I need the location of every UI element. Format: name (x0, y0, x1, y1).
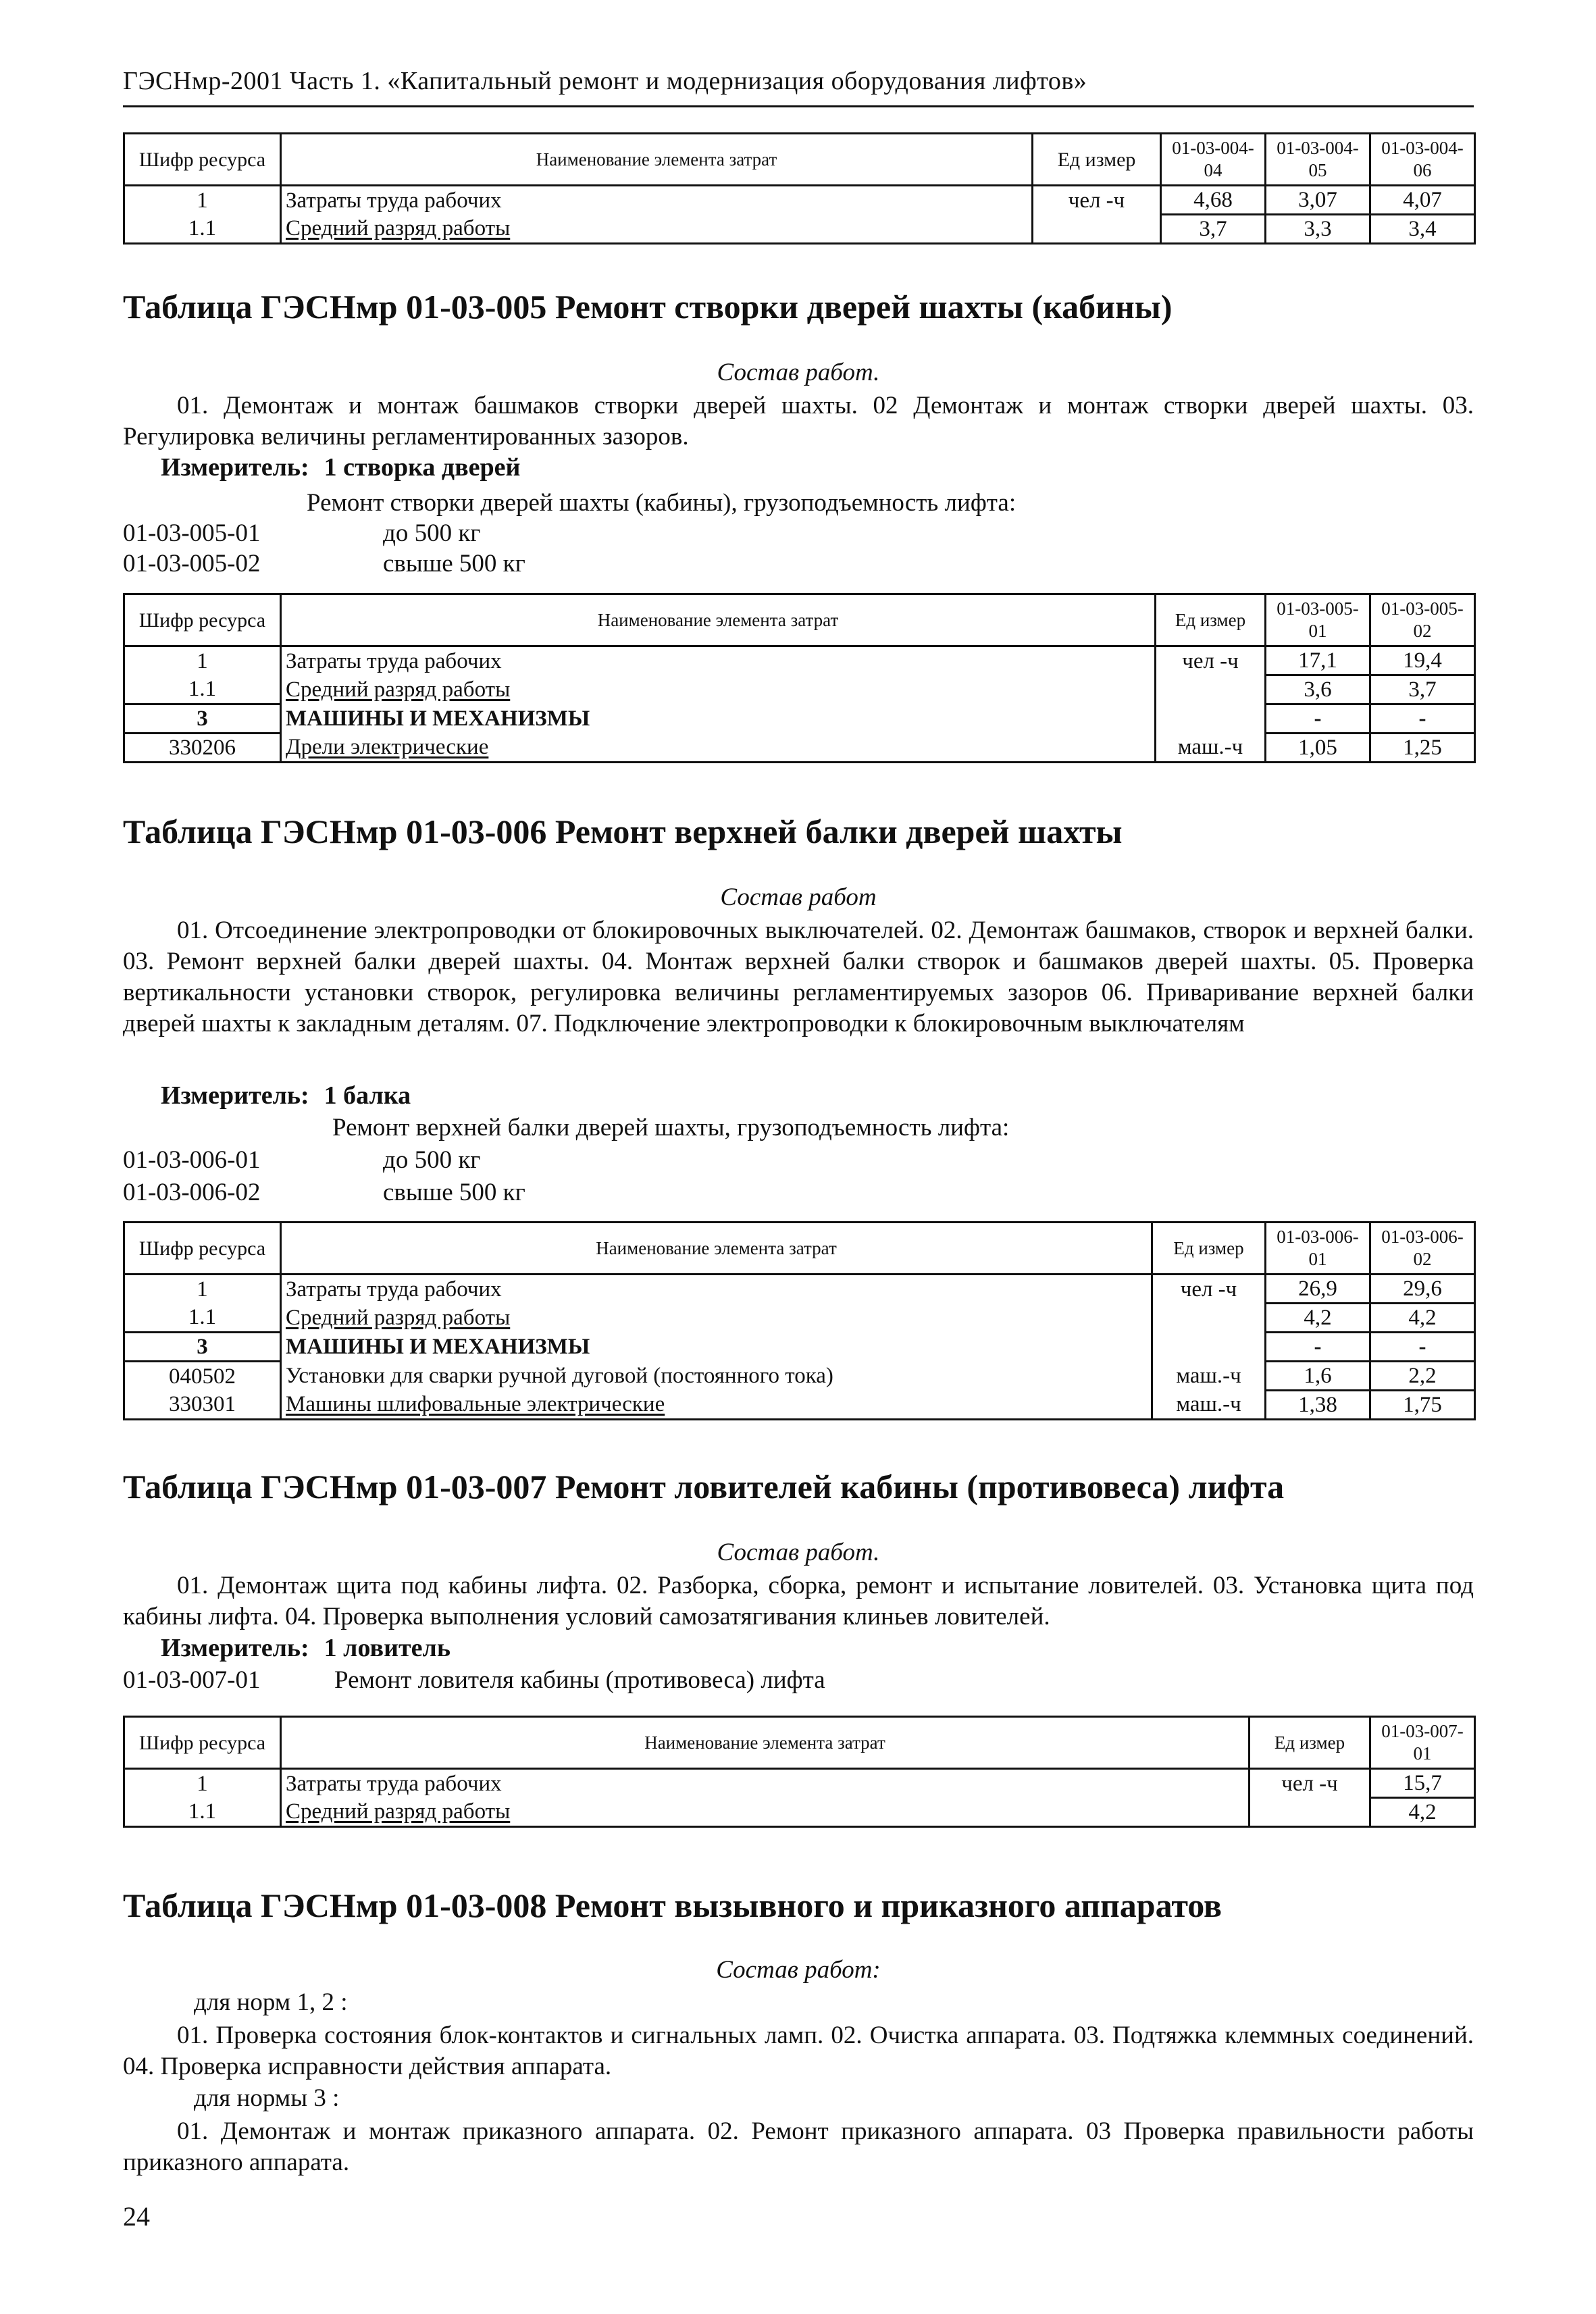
table-row (124, 646, 1475, 675)
measure-line (161, 1633, 451, 1663)
table-005 (123, 593, 1476, 763)
col-code: Шифр ресурса (124, 134, 281, 186)
cell-value: - (1370, 1333, 1475, 1362)
col-unit: Ед измер (1156, 594, 1266, 646)
norm-desc: свыше 500 кг (383, 550, 525, 577)
cell-unit (1156, 675, 1266, 704)
measure-value: 1 ловитель (324, 1634, 451, 1662)
norm-desc: свыше 500 кг (383, 1179, 525, 1206)
composition-text (123, 2116, 1474, 2178)
composition-label: Состав работ: (716, 1956, 881, 1984)
cell-value: 17,1 (1266, 646, 1370, 675)
cell-value: 4,2 (1370, 1304, 1475, 1333)
cell-value: - (1266, 704, 1370, 734)
table-row (124, 675, 1475, 704)
section-title-007: Таблица ГЭСНмр 01-03-007 Ремонт ловителей кабины (противовеса) лифта (123, 1468, 1285, 1506)
col-code: Шифр ресурса (124, 1223, 281, 1275)
cell-value: 4,07 (1370, 186, 1475, 215)
composition-label: Состав работ (720, 883, 877, 911)
table-row (124, 1391, 1475, 1420)
col-norm: 01-03-005-02 (1370, 594, 1475, 646)
cell-name: Затраты труда рабочих (281, 1769, 1250, 1798)
cell-name: Средний разряд работы (286, 1799, 511, 1824)
cell-code: 1.1 (124, 1304, 281, 1333)
cell-unit (1152, 1333, 1266, 1362)
norms-scope: для нормы 3 : (194, 2084, 340, 2112)
cell-code: 3 (124, 1333, 281, 1362)
norms-scope: для норм 1, 2 : (194, 1988, 348, 2016)
composition-text (123, 915, 1474, 1039)
cell-unit (1033, 215, 1161, 244)
cell-name: МАШИНЫ И МЕХАНИЗМЫ (281, 704, 1156, 734)
composition-text-body: 01. Проверка состояния блок-контактов и сигнальных ламп. 02. Очистка аппарата. 03. Подтяжка клеммных соединений. 04. Проверка исправности действия аппарата. (123, 2022, 1474, 2080)
cell-unit (1156, 704, 1266, 734)
cell-name: МАШИНЫ И МЕХАНИЗМЫ (281, 1333, 1152, 1362)
table-row (124, 1275, 1475, 1304)
norm-code: 01-03-006-01 (123, 1146, 261, 1174)
cell-name: Средний разряд работы (286, 1306, 511, 1330)
measure-value: 1 балка (324, 1081, 411, 1110)
cell-unit: чел -ч (1156, 646, 1266, 675)
norm-code: 01-03-005-02 (123, 550, 261, 577)
measure-label: Измеритель: (161, 453, 309, 482)
cell-value: 4,68 (1161, 186, 1266, 215)
table-row (124, 1333, 1475, 1362)
cell-value: 1,75 (1370, 1391, 1475, 1420)
col-unit: Ед измер (1250, 1717, 1370, 1769)
measure-line (161, 453, 520, 482)
col-norm: 01-03-007-01 (1370, 1717, 1475, 1769)
cell-value: 26,9 (1266, 1275, 1370, 1304)
table-row (124, 704, 1475, 734)
norm-desc: Ремонт ловителя кабины (противовеса) лифта (334, 1666, 825, 1694)
section-title-005: Таблица ГЭСНмр 01-03-005 Ремонт створки дверей шахты (кабины) (123, 288, 1173, 326)
col-code: Шифр ресурса (124, 594, 281, 646)
col-norm: 01-03-006-01 (1266, 1223, 1370, 1275)
section-title-008: Таблица ГЭСНмр 01-03-008 Ремонт вызывного и приказного аппаратов (123, 1886, 1222, 1924)
col-norm: 01-03-004-04 (1161, 134, 1266, 186)
composition-label: Состав работ. (717, 1539, 880, 1566)
cell-unit: чел -ч (1250, 1769, 1370, 1798)
composition-text-body: 01. Демонтаж и монтаж башмаков створки дверей шахты. 02 Демонтаж и монтаж створки дверей шахты. 03. Регулировка величины регламентированных зазоров. (123, 392, 1474, 451)
cell-value: 3,7 (1161, 215, 1266, 244)
cell-name: Машины шлифовальные электрические (286, 1392, 665, 1417)
header-rule (123, 105, 1474, 107)
measure-line (161, 1081, 411, 1110)
cell-code: 1.1 (124, 1798, 281, 1827)
cell-name: Затраты труда рабочих (281, 1275, 1152, 1304)
cell-value: - (1266, 1333, 1370, 1362)
cell-value: 1,25 (1370, 734, 1475, 763)
cell-value: 3,7 (1370, 675, 1475, 704)
col-name: Наименование элемента затрат (281, 1223, 1152, 1275)
cell-value: 1,38 (1266, 1391, 1370, 1420)
cell-code: 1.1 (124, 675, 281, 704)
col-name: Наименование элемента затрат (281, 1717, 1250, 1769)
cell-code: 040502 (124, 1362, 281, 1391)
cell-unit: чел -ч (1033, 186, 1161, 215)
norm-desc: до 500 кг (383, 1146, 481, 1174)
norm-desc: до 500 кг (383, 519, 481, 547)
table-006 (123, 1221, 1476, 1420)
page-number: 24 (123, 2201, 150, 2232)
col-norm: 01-03-004-06 (1370, 134, 1475, 186)
running-header: ГЭСНмр-2001 Часть 1. «Капитальный ремонт и модернизация оборудования лифтов» (123, 67, 1087, 95)
norm-code: 01-03-007-01 (123, 1666, 261, 1694)
composition-text (123, 2020, 1474, 2082)
table-row (124, 1362, 1475, 1391)
cell-unit: чел -ч (1152, 1275, 1266, 1304)
cell-code: 330301 (124, 1391, 281, 1420)
col-norm: 01-03-006-02 (1370, 1223, 1475, 1275)
cell-value: 3,3 (1266, 215, 1370, 244)
col-code: Шифр ресурса (124, 1717, 281, 1769)
col-name: Наименование элемента затрат (281, 594, 1156, 646)
cell-unit: маш.-ч (1156, 734, 1266, 763)
composition-text-body: 01. Демонтаж и монтаж приказного аппарата. 02. Ремонт приказного аппарата. 03 Проверка правильности работы приказного аппарата. (123, 2117, 1474, 2176)
cell-name: Затраты труда рабочих (281, 646, 1156, 675)
section-title-006: Таблица ГЭСНмр 01-03-006 Ремонт верхней балки дверей шахты (123, 813, 1123, 850)
cell-name: Средний разряд работы (286, 216, 511, 241)
cell-code: 3 (124, 704, 281, 734)
col-name: Наименование элемента затрат (281, 134, 1033, 186)
cell-value: 29,6 (1370, 1275, 1475, 1304)
cell-value: 3,07 (1266, 186, 1370, 215)
composition-text-body: 01. Демонтаж щита под кабины лифта. 02. Разборка, сборка, ремонт и испытание ловителей. 03. Установка щита под кабины лифта. 04. Проверка выполнения условий самозатягивания клиньев ловителей. (123, 1572, 1474, 1630)
measure-label: Измеритель: (161, 1081, 309, 1110)
cell-unit (1152, 1304, 1266, 1333)
table-row (124, 1798, 1475, 1827)
cell-value: 19,4 (1370, 646, 1475, 675)
cell-value: 1,05 (1266, 734, 1370, 763)
cell-unit: маш.-ч (1152, 1391, 1266, 1420)
table-row (124, 215, 1475, 244)
norm-group: Ремонт верхней балки дверей шахты, грузоподъемность лифта: (332, 1114, 1010, 1141)
cell-value: 3,4 (1370, 215, 1475, 244)
norm-code: 01-03-006-02 (123, 1179, 261, 1206)
col-norm: 01-03-004-05 (1266, 134, 1370, 186)
measure-label: Измеритель: (161, 1634, 309, 1662)
table-007 (123, 1716, 1476, 1828)
norm-group: Ремонт створки дверей шахты (кабины), грузоподъемность лифта: (307, 489, 1016, 517)
cell-code: 1 (124, 1769, 281, 1798)
table-row (124, 1304, 1475, 1333)
table-004 (123, 132, 1476, 245)
col-norm: 01-03-005-01 (1266, 594, 1370, 646)
cell-code: 1 (124, 186, 281, 215)
cell-value: 1,6 (1266, 1362, 1370, 1391)
norm-code: 01-03-005-01 (123, 519, 261, 547)
cell-name: Установки для сварки ручной дуговой (постоянного тока) (281, 1362, 1152, 1391)
cell-code: 1 (124, 1275, 281, 1304)
cell-unit: маш.-ч (1152, 1362, 1266, 1391)
cell-value: 4,2 (1370, 1798, 1475, 1827)
composition-label: Состав работ. (717, 359, 880, 386)
cell-code: 1 (124, 646, 281, 675)
cell-value: 15,7 (1370, 1769, 1475, 1798)
cell-code: 330206 (124, 734, 281, 763)
table-row (124, 186, 1475, 215)
composition-text (123, 1570, 1474, 1632)
cell-name: Средний разряд работы (286, 677, 511, 702)
cell-name: Затраты труда рабочих (281, 186, 1033, 215)
cell-value: 4,2 (1266, 1304, 1370, 1333)
cell-unit (1250, 1798, 1370, 1827)
table-row (124, 734, 1475, 763)
cell-name: Дрели электрические (286, 735, 489, 760)
cell-value: - (1370, 704, 1475, 734)
col-unit: Ед измер (1033, 134, 1161, 186)
composition-text-body: 01. Отсоединение электропроводки от блокировочных выключателей. 02. Демонтаж башмаков, створок и верхней балки. 03. Ремонт верхней балки дверей шахты. 04. Монтаж верхней балки створок и башмаков дверей шахты. 05. Проверка вертикальности установки створок, регулировка величины регламентируемых зазоров 06. Приваривание верхней балки дверей шахты к закладным деталям. 07. Подключение электропроводки к блокировочным выключателям (123, 917, 1474, 1037)
cell-value: 2,2 (1370, 1362, 1475, 1391)
table-row (124, 1769, 1475, 1798)
measure-value: 1 створка дверей (324, 453, 521, 482)
composition-text (123, 390, 1474, 453)
cell-code: 1.1 (124, 215, 281, 244)
cell-value: 3,6 (1266, 675, 1370, 704)
col-unit: Ед измер (1152, 1223, 1266, 1275)
